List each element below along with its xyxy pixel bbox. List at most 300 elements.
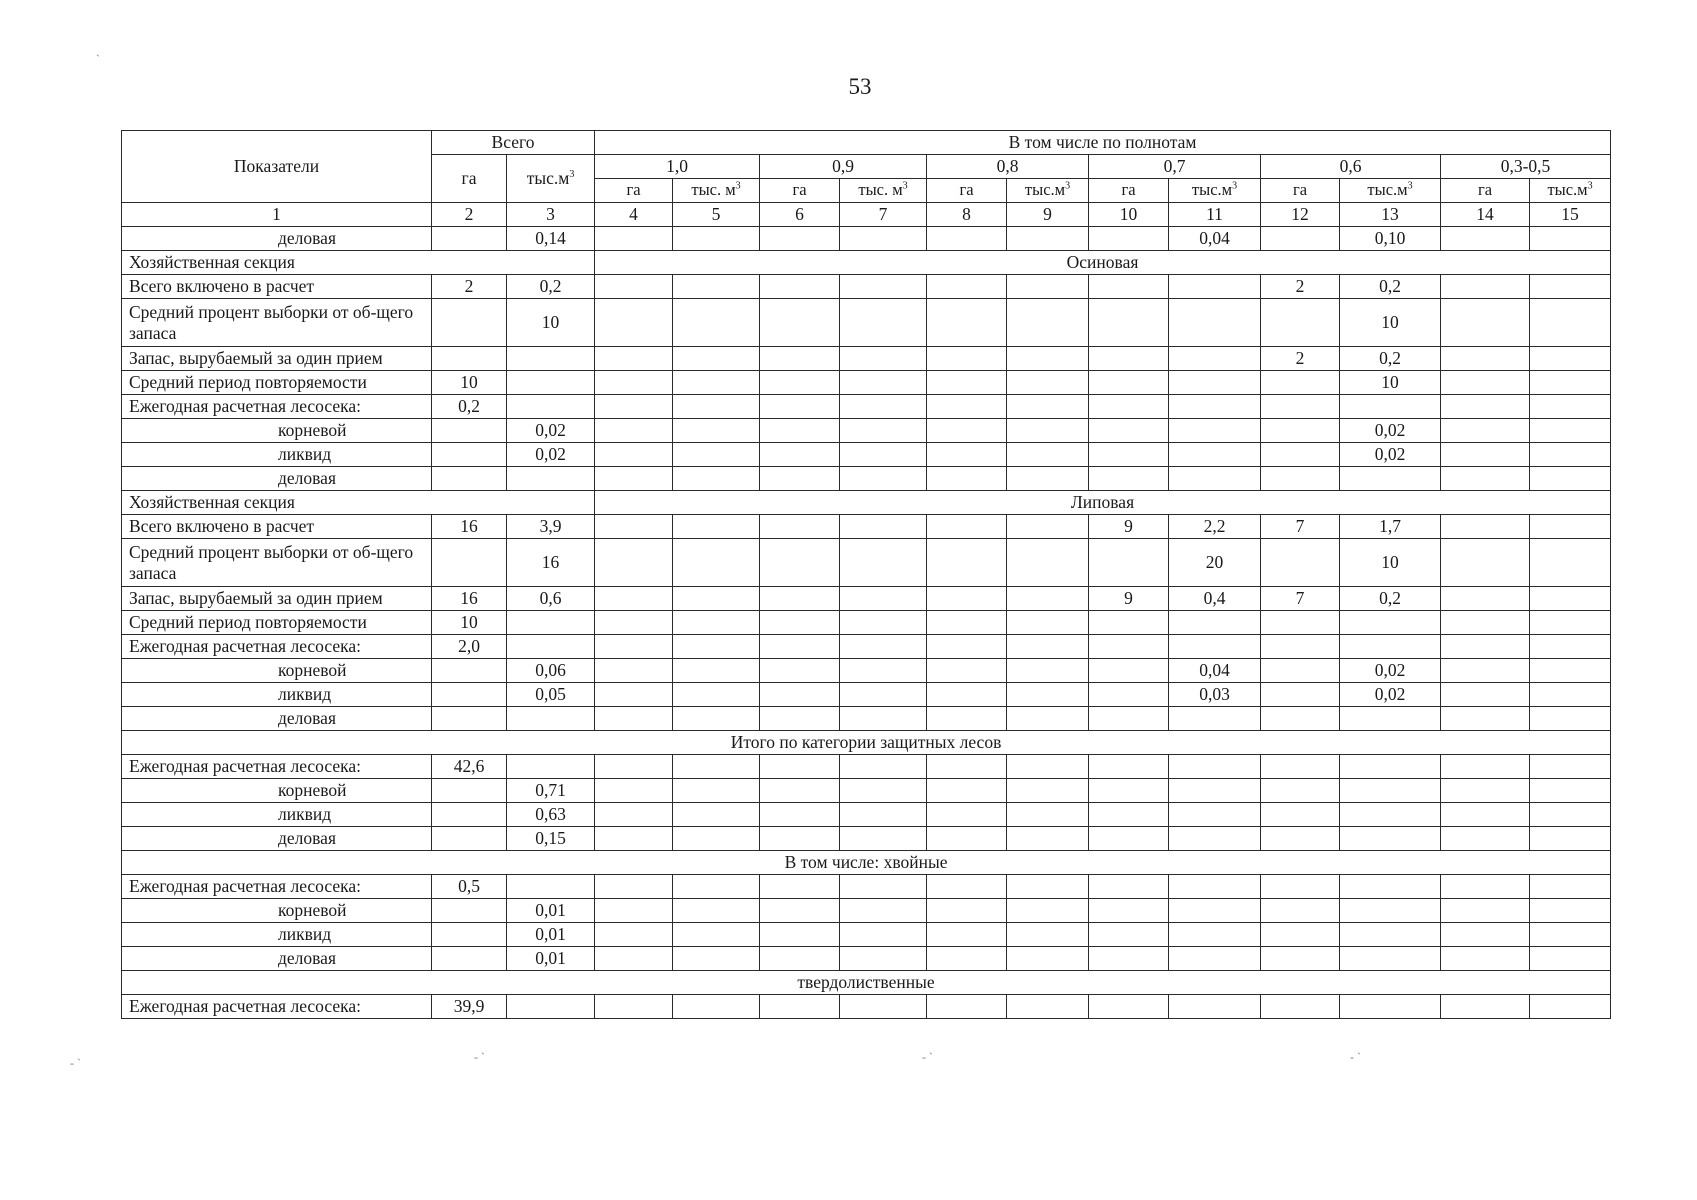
table-cell xyxy=(673,827,760,851)
table-cell xyxy=(1530,947,1611,971)
row-label: деловая xyxy=(122,467,432,491)
section-name: Осиновая xyxy=(595,251,1611,275)
table-cell xyxy=(432,899,507,923)
table-cell xyxy=(1089,635,1169,659)
table-cell xyxy=(1441,947,1530,971)
table-cell: 0,2 xyxy=(1340,275,1441,299)
table-cell xyxy=(760,227,840,251)
table-cell: 0,04 xyxy=(1169,227,1261,251)
table-cell xyxy=(1340,803,1441,827)
table-cell xyxy=(927,659,1007,683)
table-cell xyxy=(507,707,595,731)
unit-ha: га xyxy=(1441,179,1530,203)
table-row xyxy=(122,347,1611,371)
table-cell xyxy=(927,443,1007,467)
table-cell xyxy=(1089,875,1169,899)
table-cell xyxy=(927,899,1007,923)
table-cell xyxy=(840,539,927,587)
table-cell: 10 xyxy=(432,611,507,635)
table-cell xyxy=(927,275,1007,299)
table-cell xyxy=(840,707,927,731)
table-cell xyxy=(507,395,595,419)
row-label: Запас, вырубаемый за один прием xyxy=(122,587,432,611)
table-cell xyxy=(840,587,927,611)
table-cell: 1,7 xyxy=(1340,515,1441,539)
table-cell xyxy=(1441,515,1530,539)
table-cell xyxy=(673,995,760,1019)
table-cell: 0,02 xyxy=(1340,443,1441,467)
table-cell xyxy=(1530,515,1611,539)
table-cell: 2 xyxy=(1261,347,1340,371)
table-cell xyxy=(1089,899,1169,923)
table-cell xyxy=(1530,587,1611,611)
table-cell xyxy=(927,707,1007,731)
table-cell xyxy=(840,779,927,803)
table-cell: 0,14 xyxy=(507,227,595,251)
table-cell xyxy=(1089,539,1169,587)
table-cell xyxy=(927,395,1007,419)
header-density: 0,6 xyxy=(1261,155,1441,179)
table-cell xyxy=(1089,947,1169,971)
table-cell xyxy=(1530,275,1611,299)
table-cell xyxy=(432,467,507,491)
section-label: Хозяйственная секция xyxy=(122,491,595,515)
table-cell xyxy=(595,299,673,347)
table-row xyxy=(122,803,1611,827)
table-cell xyxy=(1340,827,1441,851)
table-cell: 0,04 xyxy=(1169,659,1261,683)
table-cell xyxy=(927,227,1007,251)
table-cell xyxy=(927,611,1007,635)
table-cell xyxy=(1261,683,1340,707)
table-cell xyxy=(595,995,673,1019)
table-cell: 2,0 xyxy=(432,635,507,659)
table-cell xyxy=(1530,347,1611,371)
table-cell xyxy=(927,683,1007,707)
table-cell xyxy=(760,419,840,443)
table-cell xyxy=(1261,707,1340,731)
column-number: 6 xyxy=(760,203,840,227)
table-cell: 2,2 xyxy=(1169,515,1261,539)
table-row xyxy=(122,515,1611,539)
table-cell xyxy=(1261,539,1340,587)
table-cell xyxy=(927,347,1007,371)
table-row xyxy=(122,923,1611,947)
column-number: 3 xyxy=(507,203,595,227)
table-row xyxy=(122,587,1611,611)
table-cell xyxy=(432,299,507,347)
table-cell xyxy=(927,587,1007,611)
table-cell xyxy=(1007,539,1089,587)
table-cell xyxy=(673,947,760,971)
table-cell xyxy=(1089,995,1169,1019)
table-cell xyxy=(673,275,760,299)
table-cell xyxy=(1007,755,1089,779)
table-cell: 0,63 xyxy=(507,803,595,827)
table-row xyxy=(122,467,1611,491)
table-cell: 0,03 xyxy=(1169,683,1261,707)
row-label: корневой xyxy=(122,419,432,443)
table-cell xyxy=(1007,299,1089,347)
table-cell xyxy=(1261,227,1340,251)
table-cell xyxy=(595,227,673,251)
table-cell xyxy=(840,827,927,851)
table-cell xyxy=(1441,875,1530,899)
table-cell xyxy=(673,539,760,587)
table-cell xyxy=(673,611,760,635)
table-row xyxy=(122,443,1611,467)
table-cell xyxy=(1007,923,1089,947)
table-cell xyxy=(1261,827,1340,851)
table-cell xyxy=(673,347,760,371)
table-cell: 10 xyxy=(507,299,595,347)
table-cell xyxy=(1089,779,1169,803)
table-cell xyxy=(1007,707,1089,731)
table-cell xyxy=(760,707,840,731)
table-cell: 10 xyxy=(1340,371,1441,395)
table-row xyxy=(122,851,1611,875)
row-label: Всего включено в расчет xyxy=(122,515,432,539)
table-cell xyxy=(1169,803,1261,827)
table-cell xyxy=(1441,467,1530,491)
table-cell: 0,01 xyxy=(507,923,595,947)
table-cell xyxy=(1169,419,1261,443)
table-cell xyxy=(760,371,840,395)
table-cell xyxy=(1441,371,1530,395)
table-cell xyxy=(927,947,1007,971)
row-label: Средний процент выборки от об-щего запаса xyxy=(122,299,432,347)
table-cell xyxy=(1530,227,1611,251)
section-label: Хозяйственная секция xyxy=(122,251,595,275)
table-cell xyxy=(1530,755,1611,779)
table-cell xyxy=(1340,755,1441,779)
table-cell xyxy=(507,611,595,635)
table-cell xyxy=(432,419,507,443)
table-cell xyxy=(673,371,760,395)
table-cell: 16 xyxy=(507,539,595,587)
header-density: 0,3-0,5 xyxy=(1441,155,1611,179)
table-cell xyxy=(1089,275,1169,299)
row-label: корневой xyxy=(122,779,432,803)
table-row xyxy=(122,227,1611,251)
column-number: 11 xyxy=(1169,203,1261,227)
table-cell xyxy=(1261,299,1340,347)
table-cell: 9 xyxy=(1089,515,1169,539)
table-cell xyxy=(1007,419,1089,443)
table-cell xyxy=(1441,347,1530,371)
table-cell: 0,02 xyxy=(1340,683,1441,707)
table-row xyxy=(122,971,1611,995)
row-label: ликвид xyxy=(122,683,432,707)
table-cell xyxy=(1169,275,1261,299)
table-cell: 0,6 xyxy=(507,587,595,611)
table-cell xyxy=(840,443,927,467)
table-cell xyxy=(1441,827,1530,851)
table-cell xyxy=(1530,635,1611,659)
table-cell xyxy=(1169,755,1261,779)
table-cell xyxy=(760,515,840,539)
table-cell xyxy=(673,467,760,491)
table-cell xyxy=(1007,395,1089,419)
table-cell: 2 xyxy=(1261,275,1340,299)
table-cell xyxy=(1007,803,1089,827)
table-cell xyxy=(595,587,673,611)
unit-volume: тыс. $м^3$ xyxy=(840,179,927,203)
column-number: 15 xyxy=(1530,203,1611,227)
table-cell xyxy=(1441,779,1530,803)
table-cell xyxy=(760,443,840,467)
table-row xyxy=(122,611,1611,635)
table-cell xyxy=(760,779,840,803)
table-cell xyxy=(432,227,507,251)
table-cell xyxy=(840,899,927,923)
table-cell xyxy=(673,635,760,659)
table-cell xyxy=(1441,803,1530,827)
table-cell xyxy=(1530,467,1611,491)
column-number: 13 xyxy=(1340,203,1441,227)
table-cell xyxy=(1169,827,1261,851)
table-cell xyxy=(595,899,673,923)
table-cell: 16 xyxy=(432,515,507,539)
row-label: деловая xyxy=(122,227,432,251)
table-cell: 0,05 xyxy=(507,683,595,707)
table-cell xyxy=(1530,443,1611,467)
table-cell xyxy=(1530,779,1611,803)
table-body xyxy=(122,227,1611,1019)
table-cell xyxy=(595,635,673,659)
table-cell xyxy=(1007,683,1089,707)
table-cell: 2 xyxy=(432,275,507,299)
table-cell xyxy=(507,755,595,779)
table-cell xyxy=(760,803,840,827)
table-cell xyxy=(1340,995,1441,1019)
table-cell xyxy=(1089,923,1169,947)
table-cell xyxy=(595,803,673,827)
category-title: твердолиственные xyxy=(122,971,1611,995)
table-cell xyxy=(1530,659,1611,683)
table-cell: 0,2 xyxy=(507,275,595,299)
table-row xyxy=(122,371,1611,395)
logging-table xyxy=(121,130,1611,1019)
table-cell xyxy=(1007,659,1089,683)
row-label: ликвид xyxy=(122,443,432,467)
table-cell: 0,02 xyxy=(507,443,595,467)
table-cell xyxy=(1169,467,1261,491)
table-cell xyxy=(595,539,673,587)
table-cell xyxy=(840,515,927,539)
table-cell xyxy=(927,875,1007,899)
table-cell xyxy=(840,947,927,971)
table-cell xyxy=(760,947,840,971)
table-cell: 0,2 xyxy=(432,395,507,419)
row-label: ликвид xyxy=(122,923,432,947)
table-cell xyxy=(507,875,595,899)
table-cell xyxy=(673,803,760,827)
unit-ha: га xyxy=(1089,179,1169,203)
header-indicators: Показатели xyxy=(122,131,432,203)
table-cell: 0,10 xyxy=(1340,227,1441,251)
table-cell xyxy=(595,347,673,371)
table-cell xyxy=(1089,755,1169,779)
table-row xyxy=(122,275,1611,299)
header-density: 0,7 xyxy=(1089,155,1261,179)
table-cell xyxy=(1530,419,1611,443)
table-cell xyxy=(595,683,673,707)
table-cell xyxy=(1441,443,1530,467)
table-cell xyxy=(432,923,507,947)
table-cell xyxy=(595,755,673,779)
header-total-ha: га xyxy=(432,155,507,203)
table-cell xyxy=(1441,275,1530,299)
table-cell xyxy=(840,299,927,347)
table-row xyxy=(122,395,1611,419)
table-cell xyxy=(1169,923,1261,947)
table-cell xyxy=(1340,611,1441,635)
table-cell xyxy=(760,587,840,611)
table-cell: 3,9 xyxy=(507,515,595,539)
table-row xyxy=(122,899,1611,923)
table-cell: 7 xyxy=(1261,587,1340,611)
table-cell xyxy=(840,275,927,299)
row-label: корневой xyxy=(122,659,432,683)
table-cell xyxy=(760,299,840,347)
table-cell xyxy=(840,803,927,827)
table-row xyxy=(122,947,1611,971)
header-total: Всего xyxy=(432,131,595,155)
table-cell xyxy=(1007,875,1089,899)
table-cell: 0,2 xyxy=(1340,347,1441,371)
column-numbers-row xyxy=(122,203,1611,227)
table-cell xyxy=(1169,779,1261,803)
table-header xyxy=(122,131,1611,227)
table-cell xyxy=(1441,995,1530,1019)
table-cell xyxy=(673,875,760,899)
table-cell xyxy=(673,923,760,947)
table-cell xyxy=(760,611,840,635)
table-row xyxy=(122,635,1611,659)
table-cell xyxy=(1089,611,1169,635)
table-cell xyxy=(1340,635,1441,659)
table-cell xyxy=(1530,827,1611,851)
table-cell xyxy=(840,995,927,1019)
table-cell xyxy=(1007,227,1089,251)
unit-volume: $тыс.м^3$ xyxy=(1169,179,1261,203)
table-row xyxy=(122,419,1611,443)
table-cell xyxy=(840,347,927,371)
category-title: В том числе: хвойные xyxy=(122,851,1611,875)
table-cell xyxy=(1261,419,1340,443)
table-cell xyxy=(507,995,595,1019)
table-cell xyxy=(595,515,673,539)
table-cell xyxy=(1441,419,1530,443)
table-row xyxy=(122,683,1611,707)
table-cell xyxy=(507,467,595,491)
table-row xyxy=(122,491,1611,515)
header-total-volume: $тыс.м^3$ xyxy=(507,155,595,203)
column-number: 14 xyxy=(1441,203,1530,227)
table-cell xyxy=(1007,275,1089,299)
table-cell xyxy=(840,635,927,659)
column-number: 2 xyxy=(432,203,507,227)
table-cell xyxy=(1089,683,1169,707)
table-cell xyxy=(840,611,927,635)
row-label: Средний период повторяемости xyxy=(122,611,432,635)
table-cell xyxy=(1530,299,1611,347)
table-row xyxy=(122,755,1611,779)
table-cell: 39,9 xyxy=(432,995,507,1019)
unit-ha: га xyxy=(1261,179,1340,203)
column-number: 5 xyxy=(673,203,760,227)
table-cell xyxy=(927,755,1007,779)
table-cell xyxy=(1441,683,1530,707)
table-cell xyxy=(1441,707,1530,731)
table-cell: 10 xyxy=(1340,299,1441,347)
table-cell xyxy=(1340,947,1441,971)
table-cell xyxy=(1007,779,1089,803)
table-cell xyxy=(1007,347,1089,371)
table-cell xyxy=(1007,467,1089,491)
table-cell xyxy=(507,371,595,395)
table-cell xyxy=(1340,779,1441,803)
unit-ha: га xyxy=(927,179,1007,203)
table-cell xyxy=(1089,299,1169,347)
table-cell xyxy=(1089,467,1169,491)
table-cell xyxy=(1261,803,1340,827)
table-cell xyxy=(1089,419,1169,443)
table-cell: 0,02 xyxy=(507,419,595,443)
column-number: 12 xyxy=(1261,203,1340,227)
table-cell xyxy=(595,827,673,851)
table-cell xyxy=(1261,899,1340,923)
table-cell xyxy=(1007,611,1089,635)
row-label: деловая xyxy=(122,827,432,851)
table-cell xyxy=(1007,947,1089,971)
table-cell xyxy=(1530,899,1611,923)
table-cell xyxy=(1089,347,1169,371)
table-cell xyxy=(595,467,673,491)
table-cell xyxy=(595,419,673,443)
column-number: 7 xyxy=(840,203,927,227)
table-row xyxy=(122,779,1611,803)
table-cell xyxy=(1169,395,1261,419)
table-cell xyxy=(760,347,840,371)
table-cell xyxy=(760,899,840,923)
table-cell xyxy=(1261,995,1340,1019)
table-cell xyxy=(1089,659,1169,683)
row-label: Ежегодная расчетная лесосека: xyxy=(122,395,432,419)
table-cell xyxy=(1530,803,1611,827)
table-cell xyxy=(673,299,760,347)
unit-ha: га xyxy=(595,179,673,203)
page-number: 53 xyxy=(848,74,872,99)
table-cell xyxy=(432,683,507,707)
table-cell xyxy=(927,923,1007,947)
row-label: деловая xyxy=(122,707,432,731)
table-cell xyxy=(1530,683,1611,707)
table-row xyxy=(122,707,1611,731)
row-label: Ежегодная расчетная лесосека: xyxy=(122,995,432,1019)
table-cell xyxy=(1530,539,1611,587)
row-label: корневой xyxy=(122,899,432,923)
table-cell xyxy=(1169,899,1261,923)
table-cell xyxy=(1007,587,1089,611)
table-cell xyxy=(1169,947,1261,971)
table-cell xyxy=(760,995,840,1019)
table-cell xyxy=(1441,635,1530,659)
table-cell xyxy=(673,395,760,419)
table-cell xyxy=(1261,443,1340,467)
table-cell xyxy=(760,923,840,947)
